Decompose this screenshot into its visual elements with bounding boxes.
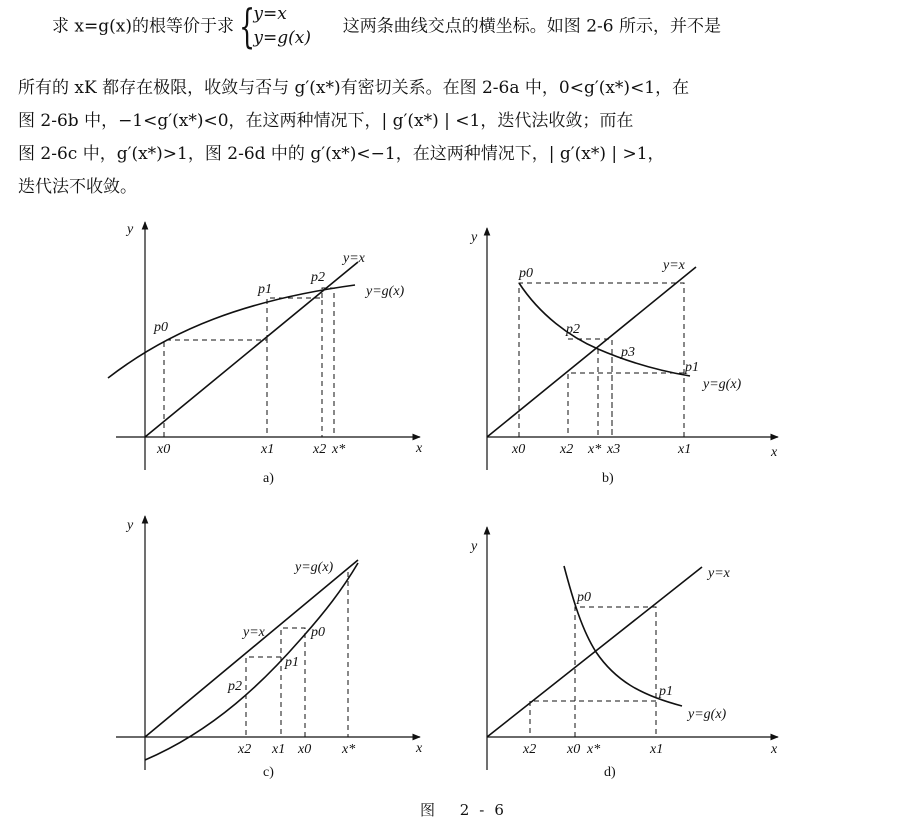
panel-c-p0: p0	[311, 625, 325, 640]
panel-c-y-label: y	[127, 518, 134, 533]
panel-a-y-label: y	[127, 222, 134, 237]
panel-b-line-label: y=x	[663, 258, 685, 273]
panel-d-line-label: y=x	[708, 566, 730, 581]
panel-c-tick-xstar: x*	[342, 742, 356, 757]
panel-d	[469, 527, 778, 780]
paragraph-line-2: 所有的 xK 都存在极限，收敛与否与 g′(x*)有密切关系。在图 2-6a 中，0<g′(x*)<1，在	[18, 78, 690, 98]
panel-d-line-y-eq-x	[487, 567, 702, 737]
panel-a-curve-label: y=g(x)	[366, 284, 405, 299]
panel-a-p0: p0	[154, 320, 168, 335]
panel-c-tick-x0: x0	[298, 742, 312, 757]
panel-c-caption: c)	[263, 765, 274, 780]
panel-c-p1: p1	[285, 655, 299, 670]
paragraph-line-4: 图 2-6c 中，g′(x*)>1，图 2-6d 中的 g′(x*)<−1，在这两种情况下，| g′(x*) | >1，	[18, 144, 665, 164]
panel-d-p1: p1	[659, 684, 673, 699]
panel-b-p2: p2	[566, 322, 580, 337]
panel-a-line-y-eq-x	[145, 262, 358, 437]
panel-b-curve-label: y=g(x)	[703, 377, 742, 392]
system-eq-1: y=x	[253, 4, 287, 24]
system-eq-2: y=g(x)	[253, 28, 311, 48]
panel-c-curve-g	[145, 563, 358, 760]
panel-c-x-label: x	[416, 741, 423, 756]
panel-a-tick-x0: x0	[157, 442, 171, 457]
panel-a-cobweb	[164, 288, 334, 437]
panel-a-p1: p1	[258, 282, 272, 297]
panel-c	[116, 516, 423, 780]
line1-end: 这两条曲线交点的横坐标。如图 2-6 所示，并不是	[342, 16, 721, 37]
panel-d-tick-x1: x1	[650, 742, 664, 757]
panel-c-tick-x1: x1	[272, 742, 286, 757]
panel-b-p3: p3	[621, 345, 635, 360]
figure-caption: 图 2-6	[420, 801, 514, 819]
panel-b	[469, 228, 778, 486]
panel-b-cobweb	[519, 283, 684, 437]
panel-a-tick-x2: x2	[313, 442, 327, 457]
panel-b-line-y-eq-x	[487, 267, 696, 437]
panel-a-tick-xstar: x*	[332, 442, 346, 457]
line1-start: 求 x=g(x)的根等价于求	[52, 16, 234, 37]
panel-c-p2: p2	[228, 679, 242, 694]
panel-b-caption: b)	[602, 471, 614, 486]
left-brace-icon: {	[239, 0, 256, 53]
panel-d-cobweb	[530, 607, 656, 737]
panel-b-tick-x3: x3	[607, 442, 621, 457]
panel-d-curve-label: y=g(x)	[688, 707, 727, 722]
panel-d-tick-x2: x2	[523, 742, 537, 757]
panel-b-tick-x0: x0	[512, 442, 526, 457]
panel-d-x-label: x	[771, 742, 778, 757]
panel-b-tick-xstar: x*	[588, 442, 602, 457]
panel-c-line-label: y=x	[243, 625, 265, 640]
panel-b-tick-x1: x1	[678, 442, 692, 457]
panel-c-line-y-eq-x	[145, 560, 358, 737]
panel-c-curve-label: y=g(x)	[295, 560, 334, 575]
panel-a-tick-x1: x1	[261, 442, 275, 457]
panel-b-p1: p1	[685, 360, 699, 375]
panel-a	[108, 222, 423, 486]
panel-a-x-label: x	[416, 441, 423, 456]
panel-a-line-label: y=x	[343, 251, 365, 266]
panel-d-p0: p0	[577, 590, 591, 605]
panel-b-p0: p0	[519, 266, 533, 281]
panel-b-x-label: x	[771, 445, 778, 460]
panel-d-y-label: y	[471, 539, 478, 554]
panel-d-caption: d)	[604, 765, 616, 780]
panel-c-tick-x2: x2	[238, 742, 252, 757]
paragraph-line-5: 迭代法不收敛。	[18, 177, 137, 197]
panel-a-p2: p2	[311, 270, 325, 285]
panel-b-curve-g	[519, 283, 690, 376]
panel-a-caption: a)	[263, 471, 274, 486]
panel-b-tick-x2: x2	[560, 442, 574, 457]
panel-b-y-label: y	[471, 230, 478, 245]
paragraph-line-3: 图 2-6b 中，−1<g′(x*)<0，在这两种情况下，| g′(x*) | <1，迭代法收敛；而在	[18, 111, 634, 131]
panel-d-tick-xstar: x*	[587, 742, 601, 757]
panel-d-tick-x0: x0	[567, 742, 581, 757]
